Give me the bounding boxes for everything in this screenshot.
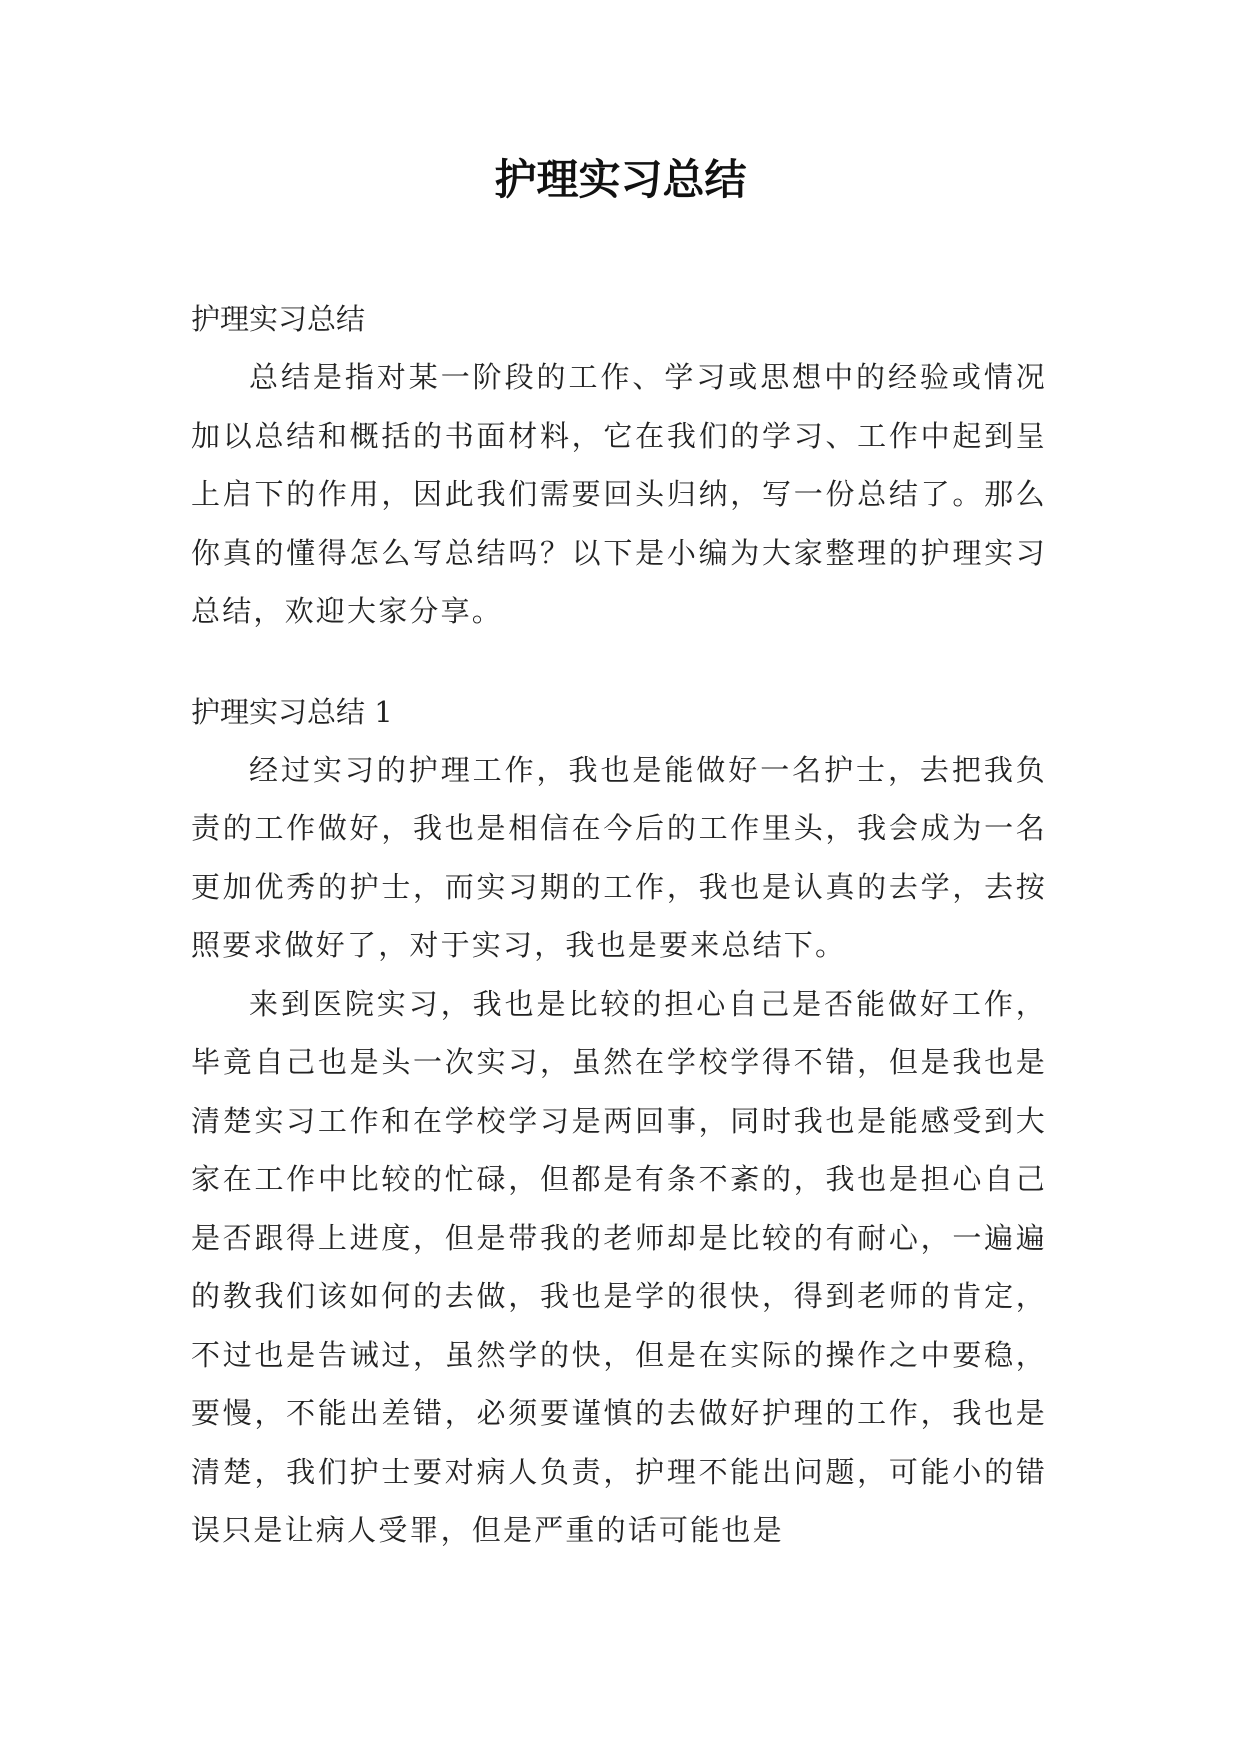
section1-heading: 护理实习总结 1 [191, 694, 393, 729]
intro-heading: 护理实习总结 [191, 302, 366, 336]
section1-paragraph-2: 来到医院实习，我也是比较的担心自己是否能做好工作，毕竟自己也是头一次实习，虽然在学校学得不错，但是我也是清楚实习工作和在学校学习是两回事，同时我也是能感受到大家在工作中比较的忙碌，但都是有条不紊的，我也是担心自己是否跟得上进度，但是带我的老师却是比较的有耐心，一遍遍的教我们该如何的去做，我也是学的很快，得到老师的肯定，不过也是告诫过，虽然学的快，但是在实际的操作之中要稳，要慢，不能出差错，必须要谨慎的去做好护理的工作，我也是清楚，我们护士要对病人负责，护理不能出问题，可能小的错误只是让病人受罪，但是严重的话可能也是 [191, 986, 1047, 1547]
section-spacer [191, 641, 1047, 683]
document-title: 护理实习总结 [494, 155, 747, 204]
intro-paragraph: 总结是指对某一阶段的工作、学习或思想中的经验或情况加以总结和概括的书面材料，它在我们的学习、工作中起到呈上启下的作用，因此我们需要回头归纳，写一份总结了。那么你真的懂得怎么写总结吗？以下是小编为大家整理的护理实习总结，欢迎大家分享。 [191, 360, 1047, 628]
document-body [191, 290, 1047, 1560]
section1-paragraph-1: 经过实习的护理工作，我也是能做好一名护士，去把我负责的工作做好，我也是相信在今后的工作里头，我会成为一名更加优秀的护士，而实习期的工作，我也是认真的去学，去按照要求做好了，对于实习，我也是要来总结下。 [191, 752, 1047, 962]
